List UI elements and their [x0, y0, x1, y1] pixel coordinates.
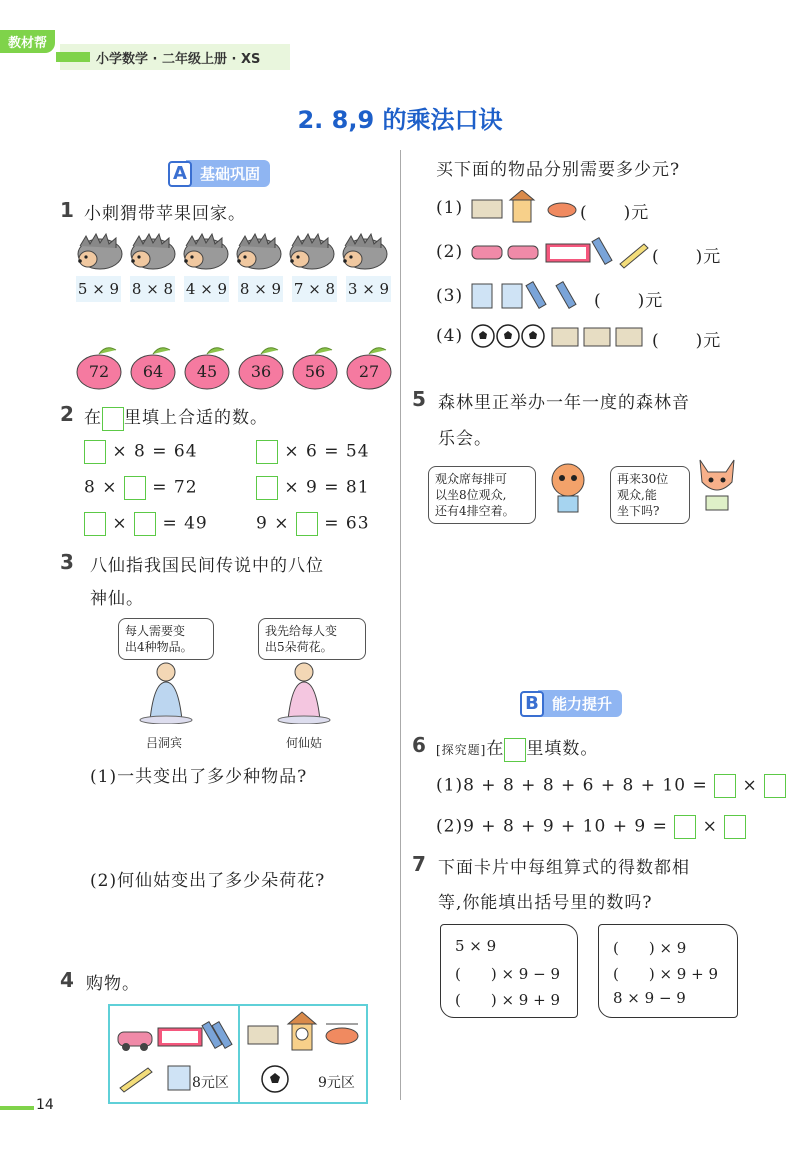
q3-line1: 八仙指我国民间传说中的八位 [90, 556, 324, 576]
q2-r3r-pre: 9 × [256, 513, 290, 534]
section-b-badge [520, 690, 622, 717]
q6-line2-times: × [702, 816, 718, 837]
answer-box[interactable] [256, 440, 278, 464]
header-accent [56, 52, 90, 62]
q6-line1-expr: (1)8 + 8 + 8 + 6 + 8 + 10 = [436, 775, 708, 796]
q2-text-post: 里填上合适的数。 [124, 408, 268, 428]
q2-row1-right [256, 440, 370, 464]
q5-bubble2-line3: 坐下吗? [617, 504, 660, 518]
q4-item4-label: (4) [436, 326, 464, 346]
answer-box[interactable] [84, 440, 106, 464]
q6-line2 [436, 815, 746, 839]
q4-number: 4 [60, 968, 74, 992]
q5-fox-figure [694, 456, 740, 514]
zone2-label: 9元区 [318, 1075, 355, 1091]
q5-line2: 乐会。 [438, 429, 492, 449]
q3-name-1: 吕洞宾 [146, 736, 183, 750]
lu-dongbin-figure [136, 660, 196, 724]
q2-r2l-pre: 8 × [84, 477, 118, 498]
section-a-badge [168, 160, 270, 187]
q5-squirrel-figure [546, 460, 592, 516]
q3-sub2: (2)何仙姑变出了多少朵荷花? [90, 871, 326, 891]
q7-card1-line2: ( ) × 9 − 9 [455, 965, 561, 983]
q2-row3-right [256, 512, 370, 536]
q6-tag: [探究题] [436, 743, 487, 757]
page-title: 2. 8,9 的乘法口诀 [297, 106, 503, 134]
q4-item1-blank[interactable]: ( )元 [580, 203, 650, 223]
q1-expr-6: 3 × 9 [346, 276, 391, 302]
apple-2 [130, 346, 176, 386]
q7-line1: 下面卡片中每组算式的得数都相 [438, 858, 690, 878]
q3-bubble1-line2: 出4种物品。 [125, 640, 193, 654]
q6-text-pre: 在 [486, 739, 505, 759]
q4-item1-label: (1) [436, 198, 464, 218]
shop-zones [108, 1004, 368, 1104]
q4-item4-pictures [470, 322, 646, 352]
q2-row1-left [84, 440, 198, 464]
q2-r1r-expr: × 6 = 54 [284, 441, 370, 462]
q5-bubble-2 [610, 466, 690, 524]
q6-line1 [436, 774, 786, 798]
q3-name-2: 何仙姑 [286, 736, 323, 750]
apple-4-value: 36 [250, 362, 272, 381]
q6-text [436, 734, 598, 762]
q5-bubble2-line1: 再来30位 [617, 472, 669, 486]
q3-bubble2-line2: 出5朵荷花。 [265, 640, 333, 654]
q2-text [84, 403, 268, 431]
q6-example-box [504, 738, 526, 762]
q7-card2-line2: ( ) × 9 + 9 [613, 965, 719, 983]
zone1-label: 8元区 [192, 1075, 229, 1091]
q6-number: 6 [412, 733, 426, 757]
q4-item2-blank[interactable]: ( )元 [652, 247, 722, 267]
apple-2-value: 64 [142, 362, 164, 381]
answer-box[interactable] [256, 476, 278, 500]
section-a-label: 基础巩固 [186, 160, 270, 187]
apple-6-value: 27 [358, 362, 380, 381]
apple-3-value: 45 [196, 362, 218, 381]
q7-card-2 [598, 924, 738, 1018]
answer-box[interactable] [764, 774, 786, 798]
footer-accent [0, 1106, 34, 1110]
q2-r3l-post: = 49 [162, 513, 208, 534]
q6-line1-times: × [742, 775, 758, 796]
q4-cont: 买下面的物品分别需要多少元? [436, 160, 681, 180]
q3-bubble-2 [258, 618, 366, 660]
q4-item2-pictures [470, 236, 650, 270]
q4-item2-label: (2) [436, 242, 464, 262]
q2-r1l-expr: × 8 = 64 [112, 441, 198, 462]
q5-bubble2-line2: 观众,能 [617, 488, 657, 502]
q4-item3-pictures [470, 280, 592, 314]
q1-expr-4: 8 × 9 [238, 276, 283, 302]
q7-card1-line1: 5 × 9 [455, 937, 497, 955]
answer-box[interactable] [134, 512, 156, 536]
apple-3 [184, 346, 230, 386]
q4-item1-pictures [470, 190, 584, 224]
q6-line2-expr: (2)9 + 8 + 9 + 10 + 9 = [436, 816, 668, 837]
q5-number: 5 [412, 387, 426, 411]
answer-box[interactable] [84, 512, 106, 536]
apple-4 [238, 346, 284, 386]
soccer-ball-icon [260, 1064, 290, 1094]
apple-5-value: 56 [304, 362, 326, 381]
zone-divider [238, 1006, 240, 1102]
q3-sub1: (1)一共变出了多少种物品? [90, 767, 308, 787]
zone1-items-bottom [118, 1062, 198, 1094]
q5-line1: 森林里正举办一年一度的森林音 [438, 393, 690, 413]
zone1-items-top [116, 1018, 236, 1054]
answer-box[interactable] [714, 774, 736, 798]
q2-row2-left [84, 476, 198, 500]
he-xiangu-figure [274, 660, 334, 724]
book-title: 小学数学 · 二年级上册 · XS [96, 52, 261, 67]
q2-row2-right [256, 476, 370, 500]
hedgehog-row [76, 232, 396, 272]
q5-bubble1-line2: 以坐8位观众, [435, 488, 507, 502]
q1-expr-3: 4 × 9 [184, 276, 229, 302]
section-b-label: 能力提升 [538, 690, 622, 717]
q1-text: 小刺猬带苹果回家。 [84, 204, 246, 224]
q1-expr-1: 5 × 9 [76, 276, 121, 302]
q3-line2: 神仙。 [90, 589, 144, 609]
apple-6 [346, 346, 392, 386]
q7-card2-line1: ( ) × 9 [613, 939, 687, 957]
q2-number: 2 [60, 402, 74, 426]
q4-item3-blank[interactable]: ( )元 [594, 291, 664, 311]
q2-text-pre: 在 [84, 408, 102, 428]
section-b-letter: B [520, 691, 544, 717]
q6-text-post: 里填数。 [526, 739, 599, 759]
section-a-letter: A [168, 161, 192, 187]
q1-expr-5: 7 × 8 [292, 276, 337, 302]
q2-r3r-post: = 63 [324, 513, 370, 534]
q4-item3-label: (3) [436, 286, 464, 306]
q7-line2: 等,你能填出括号里的数吗? [438, 893, 653, 913]
q3-bubble-1 [118, 618, 214, 660]
q2-example-box [102, 407, 124, 431]
q7-card2-line3: 8 × 9 − 9 [613, 989, 686, 1007]
q5-bubble1-line1: 观众席每排可 [435, 472, 508, 486]
q7-card1-line3: ( ) × 9 + 9 [455, 991, 561, 1009]
q2-r3l-op: × [112, 513, 128, 534]
q1-number: 1 [60, 198, 74, 222]
q2-r2r-expr: × 9 = 81 [284, 477, 370, 498]
answer-box[interactable] [124, 476, 146, 500]
column-divider [400, 150, 401, 1100]
q4-item4-blank[interactable]: ( )元 [652, 331, 722, 351]
q7-number: 7 [412, 852, 426, 876]
q3-bubble2-line1: 我先给每人变 [265, 624, 338, 638]
hedgehogs-illustration [76, 232, 396, 272]
answer-box[interactable] [296, 512, 318, 536]
q5-bubble-1 [428, 466, 536, 524]
q4-text: 购物。 [86, 974, 140, 994]
q2-row3-left [84, 512, 208, 536]
q3-number: 3 [60, 550, 74, 574]
q2-r2l-post: = 72 [152, 477, 198, 498]
zone2-items-top [244, 1010, 364, 1054]
q5-bubble1-line3: 还有4排空着。 [435, 504, 515, 518]
apple-5 [292, 346, 338, 386]
answer-box[interactable] [674, 815, 696, 839]
header-tag: 教材帮 [0, 30, 55, 53]
q3-bubble1-line1: 每人需要变 [125, 624, 186, 638]
apple-1-value: 72 [88, 362, 110, 381]
apple-1 [76, 346, 122, 386]
q1-expr-2: 8 × 8 [130, 276, 175, 302]
answer-box[interactable] [724, 815, 746, 839]
q7-card-1 [440, 924, 578, 1018]
page-number: 14 [36, 1097, 54, 1113]
